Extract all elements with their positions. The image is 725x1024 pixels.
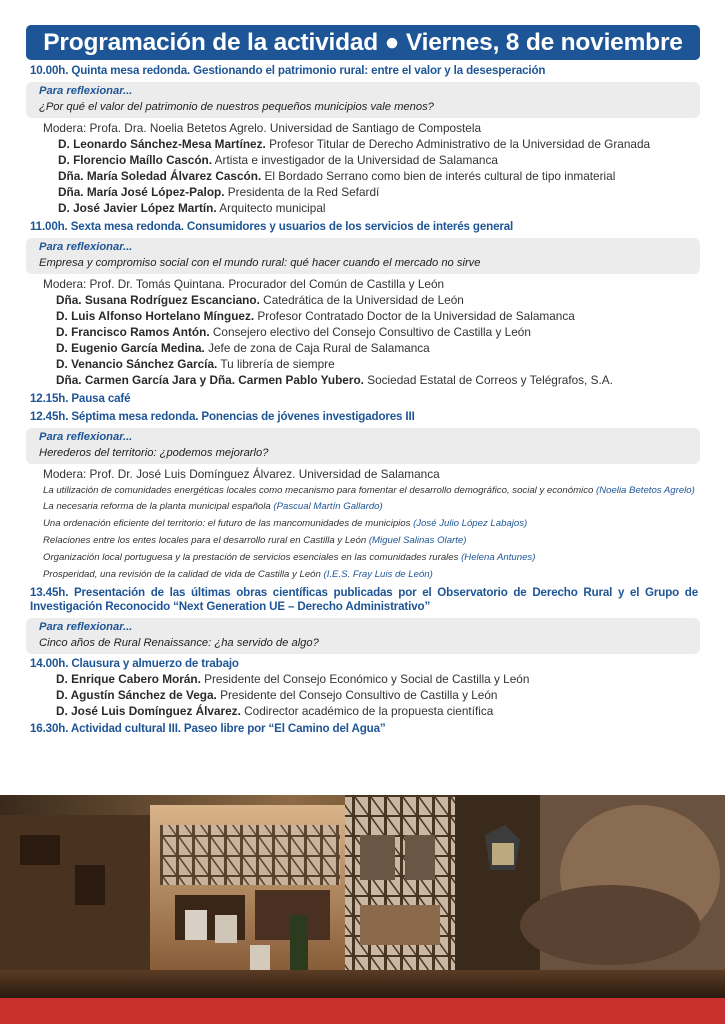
moderator: Modera: Prof. Dr. José Luis Domínguez Álvarez. Universidad de Salamanca xyxy=(43,467,440,481)
paper xyxy=(43,515,698,532)
paper-title: La utilización de comunidades energéticas locales como mecanismo para fomentar el desarrollo demográfico, social y económico xyxy=(43,485,594,496)
speaker xyxy=(58,184,698,200)
paper-author: (José Julio López Labajos) xyxy=(413,518,528,529)
reflection-label: Para reflexionar... xyxy=(39,621,133,633)
speaker-desc: Tu librería de siempre xyxy=(217,357,335,371)
paper-author: (Pascual Martín Gallardo) xyxy=(273,501,383,512)
speaker-name: D. José Luis Domínguez Álvarez. xyxy=(56,704,241,718)
paper-author: (Helena Antunes) xyxy=(461,552,536,563)
speaker-name: D. José Javier López Martín. xyxy=(58,201,217,215)
speaker-desc: Sociedad Estatal de Correos y Telégrafos, S.A. xyxy=(363,373,613,387)
reflection-box xyxy=(26,428,700,464)
speaker xyxy=(56,340,698,356)
speaker xyxy=(58,200,698,216)
speaker-desc: Presidente del Consejo Económico y Social de Castilla y León xyxy=(200,672,530,686)
reflection-label: Para reflexionar... xyxy=(39,241,133,253)
village-photo-graphic xyxy=(0,795,725,998)
paper-author: (Miguel Salinas Olarte) xyxy=(368,535,467,546)
session-title: 16.30h. Actividad cultural III. Paseo libre por “El Camino del Agua” xyxy=(30,722,386,735)
speaker xyxy=(56,324,698,340)
moderator: Modera: Profa. Dra. Noelia Betetos Agrelo. Universidad de Santiago de Compostela xyxy=(43,121,482,135)
paper-title: Relaciones entre los entes locales para el desarrollo rural en Castilla y León xyxy=(43,535,367,546)
reflection-label: Para reflexionar... xyxy=(39,431,133,443)
speaker-name: D. Francisco Ramos Antón. xyxy=(56,325,210,339)
speaker xyxy=(56,356,698,372)
paper xyxy=(43,566,698,583)
speaker-desc: Presidente del Consejo Consultivo de Castilla y León xyxy=(216,688,498,702)
paper xyxy=(43,549,698,566)
speaker xyxy=(56,308,698,324)
session-title: 10.00h. Quinta mesa redonda. Gestionando el patrimonio rural: entre el valor y la desesperación xyxy=(30,64,546,77)
paper xyxy=(43,483,698,498)
speaker xyxy=(58,152,698,168)
schedule xyxy=(30,63,698,736)
paper-title: La necesaria reforma de la planta municipal española xyxy=(43,501,271,512)
paper-title: Prosperidad, una revisión de la calidad de vida de Castilla y León xyxy=(43,569,321,580)
speaker-desc: Codirector académico de la propuesta científica xyxy=(240,704,494,718)
speaker xyxy=(56,671,698,687)
reflection-question: Herederos del territorio: ¿podemos mejorarlo? xyxy=(39,446,269,459)
speaker-name: Dña. Susana Rodríguez Escanciano. xyxy=(56,293,260,307)
speaker-name: D. Leonardo Sánchez-Mesa Martínez. xyxy=(58,137,266,151)
speaker xyxy=(56,292,698,308)
speaker xyxy=(56,703,698,719)
speaker-desc: Jefe de zona de Caja Rural de Salamanca xyxy=(204,341,430,355)
reflection-box xyxy=(26,238,700,274)
session-title: 11.00h. Sexta mesa redonda. Consumidores y usuarios de los servicios de interés general xyxy=(30,220,514,233)
speaker-name: Dña. María Soledad Álvarez Cascón. xyxy=(58,169,262,183)
speaker-desc: Presidenta de la Red Sefardí xyxy=(224,185,380,199)
speaker-desc: Profesor Titular de Derecho Administrativo de la Universidad de Granada xyxy=(265,137,651,151)
moderator: Modera: Prof. Dr. Tomás Quintana. Procurador del Común de Castilla y León xyxy=(43,277,445,291)
speaker-desc: Consejero electivo del Consejo Consultivo de Castilla y León xyxy=(209,325,531,339)
speaker-desc: Catedrática de la Universidad de León xyxy=(259,293,464,307)
break-title: 12.15h. Pausa café xyxy=(30,392,131,405)
speaker-name: Dña. Carmen García Jara y Dña. Carmen Pablo Yubero. xyxy=(56,373,364,387)
speaker xyxy=(56,372,698,388)
paper-author: (Noelia Betetos Agrelo) xyxy=(596,485,695,496)
speaker xyxy=(58,136,698,152)
speaker-name: D. Agustín Sánchez de Vega. xyxy=(56,688,217,702)
speaker-desc: Artista e investigador de la Universidad de Salamanca xyxy=(212,153,498,167)
reflection-question: Empresa y compromiso social con el mundo rural: qué hacer cuando el mercado no sirve xyxy=(39,256,481,269)
speaker-desc: Profesor Contratado Doctor de la Universidad de Salamanca xyxy=(254,309,575,323)
footer-bar xyxy=(0,998,725,1024)
reflection-question: ¿Por qué el valor del patrimonio de nuestros pequeños municipios vale menos? xyxy=(39,100,434,113)
session-title: 14.00h. Clausura y almuerzo de trabajo xyxy=(30,657,239,670)
speaker-name: D. Florencio Maíllo Cascón. xyxy=(58,153,213,167)
paper xyxy=(43,532,698,549)
speaker-name: D. Luis Alfonso Hortelano Mínguez. xyxy=(56,309,255,323)
speaker-desc: El Bordado Serrano como bien de interés cultural de tipo inmaterial xyxy=(261,169,616,183)
reflection-label: Para reflexionar... xyxy=(39,85,133,97)
paper-title: Una ordenación eficiente del territorio: el futuro de las mancomunidades de municipios xyxy=(43,518,411,529)
page-title: Programación de la actividad ● Viernes, 8 de noviembre xyxy=(26,25,700,60)
village-photo xyxy=(0,795,725,998)
speaker-desc: Arquitecto municipal xyxy=(216,201,326,215)
speaker-name: Dña. María José López-Palop. xyxy=(58,185,225,199)
paper xyxy=(43,498,698,515)
speaker-name: D. Enrique Cabero Morán. xyxy=(56,672,201,686)
reflection-question: Cinco años de Rural Renaissance: ¿ha servido de algo? xyxy=(39,636,319,649)
session-title: 13.45h. Presentación de las últimas obras científicas publicadas por el Observatorio de Derecho Rural y el Grupo de Investigación Reconocido “Next Generation UE – Derecho Administrativo” xyxy=(30,586,698,613)
reflection-box xyxy=(26,82,700,118)
reflection-box xyxy=(26,618,700,654)
speaker-name: D. Eugenio García Medina. xyxy=(56,341,205,355)
speaker xyxy=(58,168,698,184)
paper-title: Organización local portuguesa y la prestación de servicios esenciales en las comunidades rurales xyxy=(43,552,459,563)
speaker xyxy=(56,687,698,703)
speaker-name: D. Venancio Sánchez García. xyxy=(56,357,218,371)
session-title: 12.45h. Séptima mesa redonda. Ponencias de jóvenes investigadores III xyxy=(30,410,415,423)
paper-author: (I.E.S. Fray Luis de León) xyxy=(323,569,433,580)
